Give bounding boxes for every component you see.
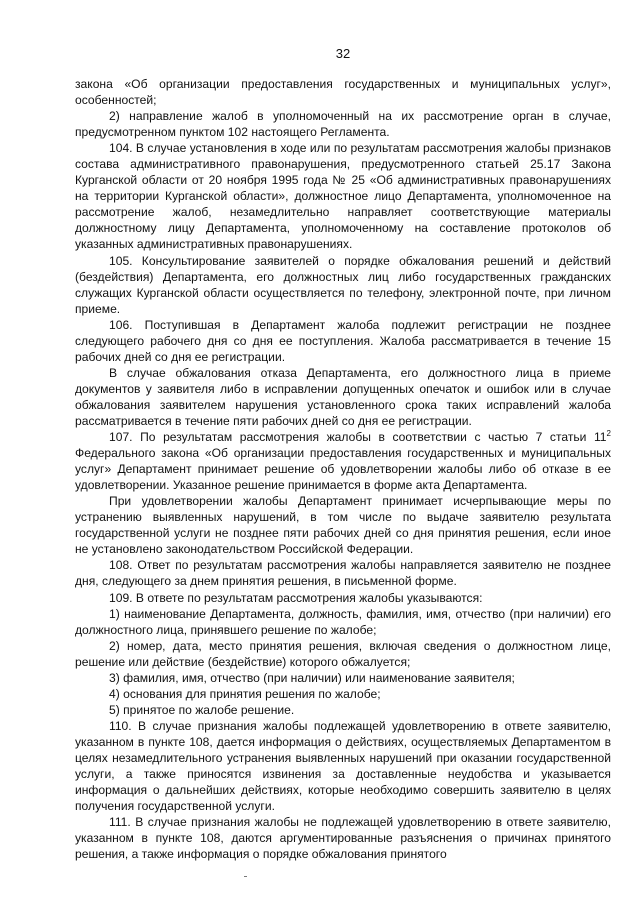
paragraph-1: закона «Об организации предоставления государственных и муниципальных услуг», особенностей; — [75, 77, 611, 108]
list-item-3: 3) фамилия, имя, отчество (при наличии) или наименование заявителя; — [109, 670, 515, 685]
superscript: 2 — [606, 429, 611, 438]
document-body — [75, 76, 611, 862]
paragraph-107-start: 107. По результатам рассмотрения жалобы в соответствии с частью 7 статьи 11 — [109, 430, 607, 445]
list-item-2: 2) номер, дата, место принятия решения, включая сведения о должностном лице, решение или действие (бездействие) которого обжалуется; — [75, 638, 611, 669]
paragraph-106: 106. Поступившая в Департамент жалоба подлежит регистрации не позднее следующего рабочего дня со дня ее поступления. Жалоба рассматривается в течение 15 рабочих дней со дня ее регистрации. — [75, 317, 611, 364]
paragraph-109: 109. В ответе по результатам рассмотрения жалобы указываются: — [109, 590, 483, 605]
paragraph-2: 2) направление жалоб в уполномоченный на их рассмотрение орган в случае, предусмотренном пунктом 102 настоящего Регламента. — [75, 109, 611, 140]
scan-artifact-dot — [244, 876, 247, 877]
list-item-4: 4) основания для принятия решения по жалобе; — [109, 686, 381, 701]
paragraph-105: 105. Консультирование заявителей о порядке обжалования решений и действий (бездействия) Департамента, его должностных лиц либо государственных гражданских служащих Курганской области осуществляется по телефону, электронной почте, при личном приеме. — [75, 253, 611, 316]
paragraph-110: 110. В случае признания жалобы подлежащей удовлетворению в ответе заявителю, указанном в пункте 108, дается информация о действиях, осуществляемых Департаментом в целях незамедлительного устранения выявленных нарушений при оказании государственной услуги, а также приносятся извинения за доставленные неудобства и указывается информация о дальнейших действиях, которые необходимо совершить заявителю в целях получения государственной услуги. — [75, 718, 611, 814]
paragraph-107-satisfaction: При удовлетворении жалобы Департамент принимает исчерпывающие меры по устранению выявленных нарушений, в том числе по выдаче заявителю результата государственной услуги не позднее пяти рабочих дней со дня принятия решения, если иное не установлено законодательством Российской Федерации. — [75, 494, 611, 557]
paragraph-107 — [75, 429, 611, 493]
list-item-1: 1) наименование Департамента, должность, фамилия, имя, отчество (при наличии) его должностного лица, принявшего решение по жалобе; — [75, 606, 611, 637]
paragraph-111: 111. В случае признания жалобы не подлежащей удовлетворению в ответе заявителю, указанном в пункте 108, даются аргументированные разъяснения о причинах принятого решения, а также информация о порядке обжалования принятого — [75, 815, 611, 862]
paragraph-104: 104. В случае установления в ходе или по результатам рассмотрения жалобы признаков состава административного правонарушения, предусмотренного статьей 25.17 Закона Курганской области от 20 ноября 1995 года № 25 «Об административных правонарушениях на территории Курганской области», должностное лицо Департамента, уполномоченное на рассмотрение жалоб, незамедлительно направляет соответствующие материалы должностному лицу Департамента, уполномоченному на составление протоколов об указанных административных правонарушениях. — [75, 141, 611, 252]
page-number: 32 — [335, 46, 351, 61]
paragraph-107-end: Федерального закона «Об организации предоставления государственных и муниципальных услуг» Департамент принимает решение об удовлетворении жалобы либо об отказе в ее удовлетворении. Указанное решение принимается в форме акта Департамента. — [75, 446, 611, 493]
paragraph-108: 108. Ответ по результатам рассмотрения жалобы направляется заявителю не позднее дня, следующего за днем принятия решения, в письменной форме. — [75, 558, 611, 589]
paragraph-106-appeal: В случае обжалования отказа Департамента, его должностного лица в приеме документов у заявителя либо в исправлении допущенных опечаток и ошибок или в случае обжалования заявителем нарушения установленного срока таких исправлений жалоба рассматривается в течение пяти рабочих дней со дня ее регистрации. — [75, 365, 611, 428]
list-item-5: 5) принятое по жалобе решение. — [109, 702, 295, 717]
